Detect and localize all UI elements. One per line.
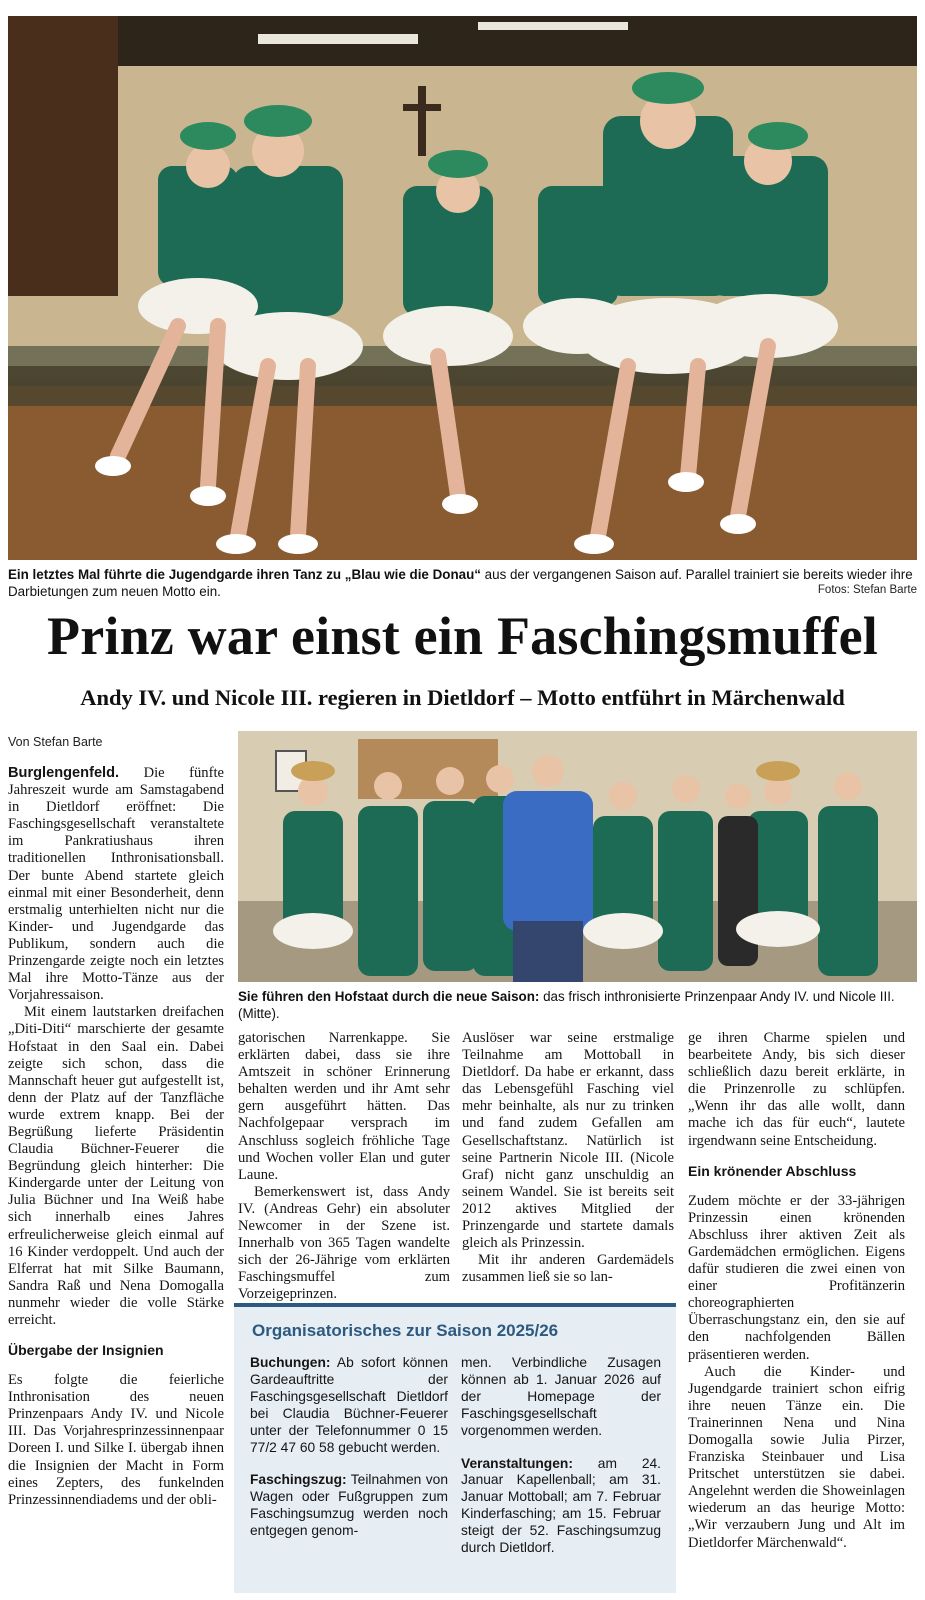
photo1-caption-text: aus der vergangenen Saison auf. Parallel trainiert sie bereits wieder ihre Darbietungen zum neuen Motto ein. bbox=[8, 567, 913, 599]
photo-hofstaat-group bbox=[238, 731, 917, 982]
photo-credit: Fotos: Stefan Barte bbox=[817, 584, 917, 596]
info-buchungen-label: Buchungen: bbox=[250, 1355, 331, 1370]
info-faschingszug-label: Faschingszug: bbox=[250, 1472, 347, 1488]
info-box-column-2 bbox=[461, 1355, 661, 1557]
article-paragraph-1 bbox=[8, 765, 224, 1004]
article-column-1 bbox=[8, 765, 224, 1509]
info-box bbox=[234, 1303, 676, 1593]
info-veranstaltungen bbox=[461, 1456, 661, 1557]
photo-hofstaat-illustration bbox=[238, 731, 917, 982]
info-faschingszug-cont: men. Verbindliche Zusagen können ab 1. Januar 2026 auf der Homepage der Faschingsgesellschaft vorgenommen werden. bbox=[461, 1355, 661, 1438]
photo2-caption-text: das frisch inthronisierte Prinzenpaar Andy IV. und Nicole III. (Mitte). bbox=[238, 989, 895, 1021]
article-paragraph-2: Mit einem lautstarken dreifachen „Diti-Diti“ marschierte der gesamte Hofstaat in den Saal ein. Dabei zeigte sich schon, dass die Mannschaft heuer gut aufgestellt ist, denn der Platz auf der Tanzfläche wurde extrem knapp. Bei der Begrüßung lieferte Präsidentin Claudia Büchner-Feuerer die Begründung gleich hinterher: Die Kindergarde unter der Leitung von Julia Büchner und Ina Weiß habe sich innerhalb eines Jahres erfreulicherweise gleich einmal auf 16 Kinder verdoppelt. Und auch der Elferrat hat mit Silke Baumann, Sandra Raß und Nena Domogalla nunmehr wieder die volle Stärke erreicht. bbox=[8, 1004, 224, 1328]
photo1-caption-bold: Ein letztes Mal führte die Jugendgarde ihren Tanz zu „Blau wie die Donau“ bbox=[8, 567, 481, 582]
subheading-abschluss: Ein krönender Abschluss bbox=[688, 1162, 857, 1179]
article-paragraph-5-cont: ge ihren Charme spielen und bearbeitete Andy, bis sich dieser schließlich dazu bereit erklärte, in die Prinzenrolle zu schlüpfen. „Wenn ihr das alle wollt, dann mache ich das für euch“, lautete irgendwann seine Entscheidung. bbox=[688, 1030, 905, 1149]
subheadline: Andy IV. und Nicole III. regieren in Dietldorf – Motto entführt in Märchenwald bbox=[80, 685, 845, 710]
info-buchungen-text: Ab sofort können Gardeauftritte der Faschingsgesellschaft Dietldorf bei Claudia Büchner-Feuerer unter der Telefonnummer 0 15 77/2 47 60 58 gebucht werden. bbox=[250, 1355, 448, 1455]
article-column-2 bbox=[238, 1030, 450, 1304]
info-veranstaltungen-text: am 24. Januar Kapellenball; am 31. Januar Mottoball; am 7. Februar Kinderfasching; am 15. Februar steigt der 52. Faschingsumzug durch Dietldorf. bbox=[461, 1455, 661, 1556]
info-faschingszug-text: Teilnahmen von Wagen oder Fußgruppen zum Faschingsumzug werden noch entgegen genom- bbox=[250, 1472, 448, 1539]
photo2-caption-bold: Sie führen den Hofstaat durch die neue Saison: bbox=[238, 989, 540, 1004]
article-paragraph-6: Zudem möchte er der 33-jährigen Prinzessin einen krönenden Abschluss ihrer aktiven Zeit als Gardemädchen ermöglichen. Eigens dafür studieren die zwei einen von einer Profitänzerin choreographierten Überraschungstanz ein, den sie auf den nachfolgenden Bällen präsentieren werden. bbox=[688, 1192, 905, 1363]
headline: Prinz war einst ein Faschingsmuffel bbox=[47, 606, 878, 666]
byline: Von Stefan Barte bbox=[8, 735, 103, 749]
article-paragraph-3-cont: gatorischen Narrenkappe. Sie erklärten dabei, dass sie ihre Amtszeit in schöner Erinnerung behalten werden und ihr Amt sehr gern ausgeführt hätten. Das Nachfolgepaar versprach im Anschluss sogleich fröhliche Tage und Wochen voller Elan und guter Laune. bbox=[238, 1030, 450, 1183]
info-box-title: Organisatorisches zur Saison 2025/26 bbox=[252, 1321, 559, 1340]
article-paragraph-1-text: Die fünfte Jahreszeit wurde am Samstagabend in Dietldorf eröffnet: Die Faschingsgesellschaft veranstaltete im Pankratiushaus ihren traditionellen Inthronisationsball. Der bunte Abend startete gleich einmal mit einer Besonderheit, denn erstmalig unterhielten nicht nur die Kinder- und Jugendgarde das Publikum, sondern auch die Prinzengarde zeigte noch ein letztes Mal ihre Motto-Tänze aus der Vorjahressaison. bbox=[8, 765, 224, 1004]
article-column-4 bbox=[688, 1030, 905, 1552]
article-paragraph-7: Auch die Kinder- und Jugendgarde trainiert schon eifrig ihre neuen Tänze ein. Die Trainerinnen Nena und Nina Domogalla sowie Julia Pirzer, Franziska Steinbauer und Lisa Pritschet unterstützen sie dabei. Angelehnt werden die Showeinlagen wiederum an das heurige Motto: „Wir verzaubern Jung und Alt im Dietldorfer Märchenwald“. bbox=[688, 1363, 905, 1551]
info-veranstaltungen-label: Veranstaltungen: bbox=[461, 1455, 573, 1471]
article-paragraph-4-cont: Auslöser war seine erstmalige Teilnahme am Mottoball in Dietldorf. Da habe er erkannt, dass das Lebensgefühl Fasching viel mehr beinhalte, als nur zu trinken und fand zudem Gefallen am Gesellschaftstanz. Natürlich ist seine Partnerin Nicole III. (Nicole Graf) nicht ganz unschuldig an seinem Wandel. Sie ist bereits seit 2012 aktives Mitglied der Prinzengarde und startete damals gleich als Prinzessin. bbox=[462, 1030, 674, 1252]
article-paragraph-5: Mit ihr anderen Gardemädels zusammen ließ sie so lan- bbox=[462, 1252, 674, 1286]
subheading-insignien: Übergabe der Insignien bbox=[8, 1342, 164, 1359]
info-buchungen bbox=[250, 1355, 448, 1456]
article-paragraph-4: Bemerkenswert ist, dass Andy IV. (Andreas Gehr) ein absoluter Newcomer in der Szene ist. Innerhalb von 365 Tagen wandelte sich der 26-Jährige vom erklärten Faschingsmuffel zum Vorzeigeprinzen. bbox=[238, 1183, 450, 1303]
photo-jugendgarde-dance bbox=[8, 16, 917, 560]
dateline: Burglengenfeld. bbox=[8, 765, 120, 781]
photo2-caption bbox=[238, 988, 917, 1022]
article-column-3 bbox=[462, 1030, 674, 1286]
photo1-caption bbox=[8, 566, 917, 600]
info-box-column-1 bbox=[250, 1355, 448, 1540]
article-paragraph-3: Es folgte die feierliche Inthronisation des neuen Prinzenpaars Andy IV. und Nicole III. Das Vorjahresprinzessinnenpaar Doreen I. und Silke I. übergab ihnen die Insignien der Macht in Form eines Zepters, des funkelnden Prinzessinnendiadems und der obli- bbox=[8, 1372, 224, 1508]
photo-jugendgarde-illustration bbox=[8, 16, 917, 560]
info-faschingszug bbox=[250, 1472, 448, 1540]
